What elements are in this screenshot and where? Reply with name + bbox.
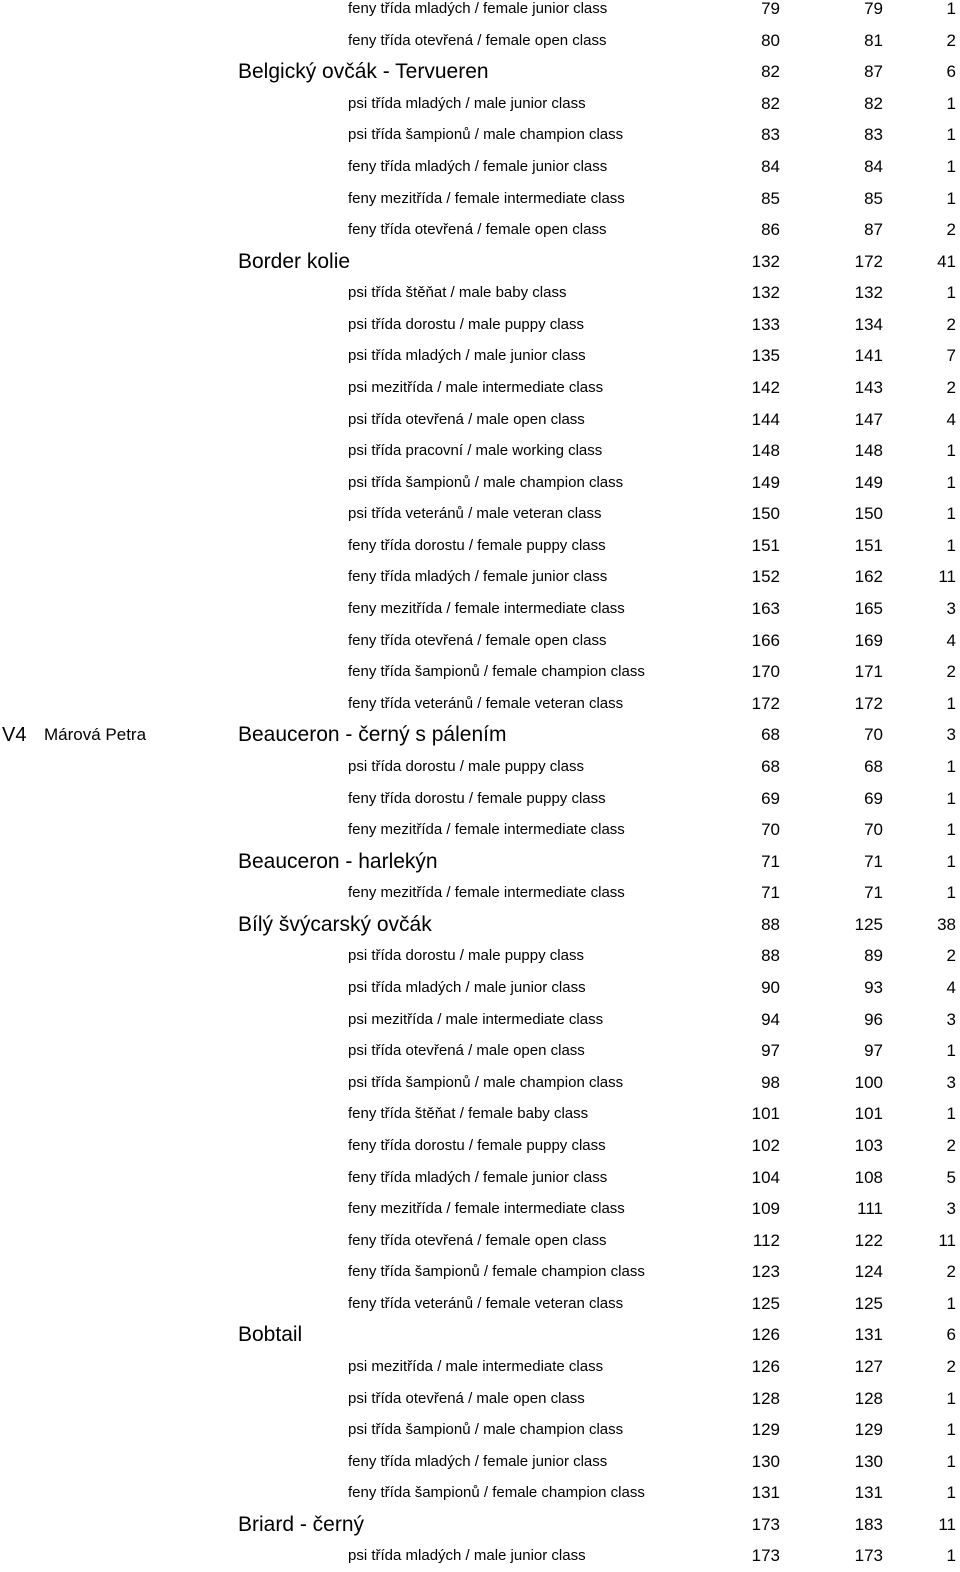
entry-count: 1	[946, 1451, 956, 1471]
class-name: psi třída šampionů / male champion class	[348, 1073, 624, 1091]
class-name: feny třída mladých / female junior class	[348, 568, 608, 586]
class-row	[0, 657, 960, 687]
class-name: feny třída dorostu / female puppy class	[348, 536, 606, 554]
catalog-number-to: 81	[864, 30, 883, 50]
catalog-number-to: 151	[854, 535, 883, 555]
class-name: feny třída otevřená / female open class	[348, 631, 607, 649]
entry-count: 1	[946, 788, 956, 808]
entry-count: 1	[946, 1546, 956, 1566]
entry-count: 41	[937, 251, 956, 271]
entry-count: 1	[946, 441, 956, 461]
class-row	[0, 531, 960, 561]
class-name: psi třída mladých / male junior class	[348, 1547, 586, 1565]
catalog-number-from: 88	[761, 946, 780, 966]
catalog-number-from: 131	[751, 1483, 780, 1503]
class-row	[0, 594, 960, 624]
catalog-number-from: 166	[751, 630, 780, 650]
catalog-number-to: 111	[857, 1199, 883, 1218]
class-row	[0, 1131, 960, 1161]
class-name: feny třída veteránů / female veteran class	[348, 694, 624, 712]
entry-count: 1	[946, 0, 956, 18]
catalog-number-from: 125	[751, 1293, 780, 1313]
breed-name: Beauceron - harlekýn	[238, 849, 438, 873]
class-name: psi mezitřída / male intermediate class	[348, 379, 604, 396]
class-row	[0, 405, 960, 435]
entry-count: 2	[946, 1262, 956, 1282]
class-row	[0, 215, 960, 245]
entry-count: 4	[946, 409, 956, 429]
class-row	[0, 373, 960, 403]
catalog-number-from: 135	[751, 346, 780, 366]
catalog-number-from: 71	[761, 883, 780, 903]
catalog-number-from: 98	[761, 1072, 780, 1092]
catalog-number-from: 172	[751, 693, 780, 713]
catalog-number-from: 151	[751, 535, 780, 555]
class-name: feny třída dorostu / female puppy class	[348, 1136, 606, 1154]
class-name: feny mezitřída / female intermediate class	[348, 600, 625, 617]
entry-count: 1	[946, 1483, 956, 1503]
class-row	[0, 1541, 960, 1571]
catalog-number-from: 129	[751, 1420, 780, 1440]
catalog-number-from: 150	[751, 504, 780, 524]
catalog-number-to: 82	[864, 93, 883, 113]
catalog-number-from: 82	[761, 93, 780, 113]
entry-count: 3	[946, 599, 956, 618]
catalog-number-from: 163	[751, 599, 780, 618]
catalog-number-from: 130	[751, 1451, 780, 1471]
class-row	[0, 26, 960, 56]
entry-count: 2	[946, 378, 956, 397]
catalog-number-to: 125	[854, 914, 883, 934]
catalog-number-to: 70	[864, 725, 883, 745]
entry-count: 6	[946, 1325, 956, 1345]
catalog-number-to: 172	[854, 251, 883, 271]
class-row	[0, 784, 960, 814]
class-row	[0, 1099, 960, 1129]
catalog-number-to: 124	[854, 1262, 883, 1282]
class-name: psi třída otevřená / male open class	[348, 1389, 585, 1407]
class-name: psi třída šampionů / male champion class	[348, 126, 624, 144]
class-row	[0, 1415, 960, 1445]
class-name: psi třída pracovní / male working class	[348, 442, 603, 460]
catalog-number-to: 150	[854, 504, 883, 524]
entry-count: 38	[937, 914, 956, 934]
class-row	[0, 1194, 960, 1224]
catalog-number-to: 132	[854, 283, 883, 303]
catalog-number-to: 68	[864, 756, 883, 776]
catalog-number-from: 170	[751, 662, 780, 682]
class-name: psi třída mladých / male junior class	[348, 94, 586, 112]
class-name: psi třída dorostu / male puppy class	[348, 947, 584, 965]
class-row	[0, 184, 960, 214]
entry-count: 1	[946, 820, 956, 840]
catalog-number-to: 165	[854, 599, 883, 618]
breed-name: Border kolie	[238, 249, 351, 273]
catalog-number-to: 141	[854, 346, 883, 366]
class-name: feny mezitřída / female intermediate class	[348, 1200, 625, 1217]
class-name: feny třída štěňat / female baby class	[348, 1105, 589, 1123]
catalog-number-from: 68	[761, 725, 780, 745]
entry-count: 6	[946, 62, 956, 82]
class-name: feny třída otevřená / female open class	[348, 31, 607, 49]
class-row	[0, 1478, 960, 1508]
catalog-number-to: 93	[864, 978, 883, 997]
entry-count: 1	[946, 883, 956, 903]
breed-row	[0, 847, 960, 877]
class-name: feny třída mladých / female junior class	[348, 157, 608, 175]
class-row	[0, 89, 960, 119]
entry-count: 5	[946, 1167, 956, 1187]
entry-count: 2	[946, 946, 956, 966]
catalog-number-from: 84	[761, 156, 780, 176]
class-row	[0, 941, 960, 971]
catalog-number-from: 85	[761, 188, 780, 208]
catalog-number-to: 169	[854, 630, 883, 650]
class-row	[0, 341, 960, 371]
catalog-number-from: 68	[761, 756, 780, 776]
entry-count: 3	[946, 1199, 956, 1218]
catalog-number-from: 104	[751, 1167, 780, 1187]
catalog-number-from: 80	[761, 30, 780, 50]
breed-row	[0, 247, 960, 277]
entry-count: 1	[946, 1041, 956, 1061]
entry-count: 2	[946, 1135, 956, 1155]
catalog-number-to: 70	[864, 820, 883, 840]
class-row	[0, 310, 960, 340]
catalog-number-to: 131	[854, 1483, 883, 1503]
breed-name: Beauceron - černý s pálením	[238, 723, 507, 747]
class-name: feny třída otevřená / female open class	[348, 221, 607, 239]
catalog-number-from: 69	[761, 788, 780, 808]
catalog-number-to: 69	[864, 788, 883, 808]
judge-name: Márová Petra	[44, 725, 147, 745]
entry-count: 1	[946, 693, 956, 713]
catalog-number-from: 90	[761, 978, 780, 997]
class-row	[0, 1005, 960, 1035]
entry-count: 1	[946, 156, 956, 176]
catalog-number-from: 142	[751, 378, 780, 397]
catalog-number-to: 71	[864, 883, 883, 903]
catalog-number-to: 171	[854, 662, 883, 682]
entry-count: 2	[946, 314, 956, 334]
class-name: psi třída mladých / male junior class	[348, 347, 586, 365]
catalog-number-to: 125	[854, 1293, 883, 1313]
entry-count: 1	[946, 504, 956, 524]
catalog-number-from: 94	[761, 1009, 780, 1029]
catalog-number-from: 70	[761, 820, 780, 840]
class-row	[0, 152, 960, 182]
catalog-number-from: 82	[761, 62, 780, 82]
class-row	[0, 878, 960, 908]
catalog-number-from: 71	[761, 851, 780, 871]
breed-row	[0, 1320, 960, 1350]
entry-count: 1	[946, 472, 956, 492]
class-name: psi třída otevřená / male open class	[348, 410, 585, 428]
catalog-number-from: 144	[751, 409, 780, 429]
class-row	[0, 1036, 960, 1066]
entry-count: 1	[946, 125, 956, 145]
catalog-number-to: 147	[854, 409, 883, 429]
entry-count: 1	[946, 535, 956, 555]
catalog-number-from: 173	[751, 1546, 780, 1566]
catalog-number-from: 109	[751, 1199, 780, 1218]
class-row	[0, 562, 960, 592]
class-row	[0, 626, 960, 656]
entry-count: 1	[946, 1388, 956, 1408]
catalog-number-to: 101	[854, 1104, 883, 1124]
catalog-number-to: 71	[864, 851, 883, 871]
entry-count: 11	[938, 1230, 956, 1250]
entry-count: 1	[946, 851, 956, 871]
catalog-number-to: 103	[854, 1135, 883, 1155]
entry-count: 2	[946, 220, 956, 240]
breed-row	[0, 57, 960, 87]
catalog-number-from: 86	[761, 220, 780, 240]
catalog-number-to: 162	[854, 567, 883, 587]
class-name: feny mezitřída / female intermediate class	[348, 189, 625, 207]
catalog-number-from: 133	[751, 314, 780, 334]
catalog-number-from: 123	[751, 1262, 780, 1282]
catalog-number-to: 122	[854, 1230, 883, 1250]
class-row	[0, 278, 960, 308]
catalog-number-from: 112	[752, 1230, 780, 1250]
entry-count: 11	[938, 1514, 956, 1534]
entry-count: 1	[946, 188, 956, 208]
catalog-number-to: 87	[864, 62, 883, 82]
class-row	[0, 1289, 960, 1319]
class-row	[0, 815, 960, 845]
catalog-number-from: 126	[751, 1325, 780, 1345]
catalog-number-from: 173	[751, 1514, 780, 1534]
catalog-number-to: 87	[864, 220, 883, 240]
class-row	[0, 499, 960, 529]
class-name: feny třída mladých / female junior class	[348, 0, 608, 17]
class-name: psi třída šampionů / male champion class	[348, 1421, 624, 1439]
entry-count: 1	[946, 283, 956, 303]
class-name: psi třída mladých / male junior class	[348, 979, 586, 996]
class-row	[0, 1447, 960, 1477]
class-row	[0, 468, 960, 498]
class-name: psi třída otevřená / male open class	[348, 1042, 585, 1060]
entry-count: 3	[946, 725, 956, 745]
catalog-number-to: 173	[854, 1546, 883, 1566]
class-row	[0, 1226, 960, 1256]
catalog-number-to: 131	[854, 1325, 883, 1345]
entry-count: 2	[946, 1356, 956, 1376]
entry-count: 1	[946, 1293, 956, 1313]
catalog-number-to: 83	[864, 125, 883, 145]
catalog-number-from: 148	[751, 441, 780, 461]
breed-name: Bílý švýcarský ovčák	[238, 912, 432, 936]
breed-row	[0, 1510, 960, 1540]
catalog-number-to: 97	[864, 1041, 883, 1061]
class-name: psi mezitřída / male intermediate class	[348, 1357, 604, 1375]
class-name: psi třída šampionů / male champion class	[348, 473, 624, 491]
class-name: psi třída dorostu / male puppy class	[348, 315, 584, 333]
class-row	[0, 120, 960, 150]
class-row	[0, 436, 960, 466]
catalog-number-to: 129	[854, 1420, 883, 1440]
judge-code: V4	[2, 724, 27, 747]
class-name: feny třída mladých / female junior class	[348, 1168, 608, 1186]
catalog-number-to: 130	[854, 1451, 883, 1471]
class-name: feny třída otevřená / female open class	[348, 1231, 607, 1249]
entry-count: 4	[946, 978, 956, 997]
class-name: feny třída mladých / female junior class	[348, 1452, 608, 1470]
class-row	[0, 1257, 960, 1287]
catalog-number-from: 101	[751, 1104, 780, 1124]
catalog-number-to: 148	[854, 441, 883, 461]
catalog-number-from: 102	[751, 1135, 780, 1155]
entry-count: 7	[946, 346, 956, 366]
catalog-number-to: 172	[854, 693, 883, 713]
catalog-number-from: 126	[751, 1356, 780, 1376]
entry-count: 11	[938, 567, 956, 587]
catalog-number-to: 143	[854, 378, 883, 397]
catalog-number-from: 149	[751, 472, 780, 492]
class-row	[0, 0, 960, 24]
catalog-number-to: 183	[854, 1514, 883, 1534]
breed-name: Briard - černý	[238, 1512, 365, 1536]
catalog-number-from: 83	[761, 125, 780, 145]
catalog-number-to: 128	[854, 1388, 883, 1408]
class-row	[0, 1068, 960, 1098]
entry-count: 3	[946, 1072, 956, 1092]
class-name: feny třída šampionů / female champion class	[348, 1484, 645, 1502]
catalog-number-to: 96	[864, 1009, 883, 1029]
class-name: feny třída šampionů / female champion class	[348, 1263, 645, 1281]
class-name: psi třída dorostu / male puppy class	[348, 757, 584, 775]
class-row	[0, 1163, 960, 1193]
entry-count: 1	[946, 756, 956, 776]
class-name: psi třída veteránů / male veteran class	[348, 505, 602, 523]
entry-count: 1	[946, 93, 956, 113]
class-name: feny mezitřída / female intermediate class	[348, 884, 625, 902]
breed-row	[0, 910, 960, 940]
entry-count: 1	[946, 1420, 956, 1440]
catalog-number-from: 152	[751, 567, 780, 587]
catalog-number-from: 132	[751, 283, 780, 303]
catalog-number-from: 79	[761, 0, 780, 18]
entry-count: 3	[946, 1009, 956, 1029]
class-row	[0, 973, 960, 1003]
entry-count: 4	[946, 630, 956, 650]
catalog-number-to: 134	[854, 314, 883, 334]
breed-name: Bobtail	[238, 1323, 303, 1347]
class-name: psi mezitřída / male intermediate class	[348, 1010, 604, 1028]
breed-name: Belgický ovčák - Tervueren	[238, 60, 489, 84]
class-name: feny třída šampionů / female champion class	[348, 663, 645, 681]
catalog-number-to: 100	[854, 1072, 883, 1092]
catalog-number-to: 149	[854, 472, 883, 492]
catalog-number-to: 85	[864, 188, 883, 208]
class-row	[0, 752, 960, 782]
catalog-number-to: 79	[864, 0, 883, 18]
catalog-number-to: 84	[864, 156, 883, 176]
catalog-number-from: 132	[751, 251, 780, 271]
class-name: psi třída štěňat / male baby class	[348, 284, 567, 302]
catalog-number-to: 127	[854, 1356, 883, 1376]
catalog-number-to: 89	[864, 946, 883, 966]
catalog-number-from: 97	[761, 1041, 780, 1061]
entry-count: 2	[946, 30, 956, 50]
class-row	[0, 689, 960, 719]
class-row	[0, 1384, 960, 1414]
class-row	[0, 1352, 960, 1382]
judge-row	[0, 720, 960, 750]
class-name: feny třída dorostu / female puppy class	[348, 789, 606, 807]
entry-count: 1	[946, 1104, 956, 1124]
catalog-number-from: 128	[751, 1388, 780, 1408]
entry-count: 2	[946, 662, 956, 682]
class-name: feny mezitřída / female intermediate class	[348, 821, 625, 839]
catalog-number-from: 88	[761, 914, 780, 934]
catalog-number-to: 108	[854, 1167, 883, 1187]
class-name: feny třída veteránů / female veteran class	[348, 1294, 624, 1312]
